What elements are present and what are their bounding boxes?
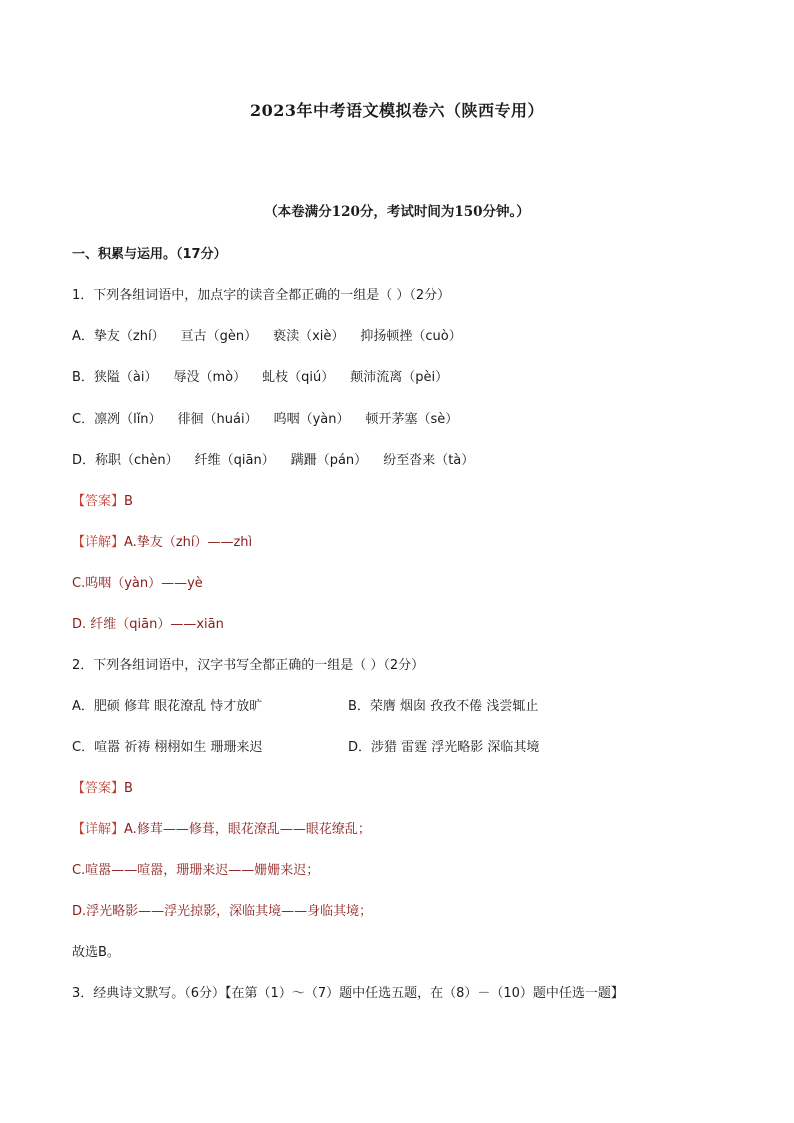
option-item: 顿开茅塞（sè） xyxy=(365,412,459,427)
option-item: 蹒跚（pán） xyxy=(290,453,368,468)
option-item: D．称职（chèn） xyxy=(72,453,179,468)
option-item: 辱没（mò） xyxy=(173,370,247,385)
question-2-stem: 2．下列各组词语中，汉字书写全都正确的一组是（ ）（2分） xyxy=(72,658,425,673)
q2-detail-1 xyxy=(72,821,371,839)
question-1-stem: 1．下列各组词语中，加点字的读音全都正确的一组是（ ）（2分） xyxy=(72,288,451,303)
q2-option-a: A．肥硕 修茸 眼花潦乱 恃才放旷 xyxy=(72,699,263,714)
q2-detail-3: D.浮光略影——浮光掠影，深临其境——身临其境； xyxy=(72,904,373,919)
detail-text: A.挚友（zhí）——zhì xyxy=(124,535,253,550)
section-heading: 一、积累与运用。（17分） xyxy=(72,247,227,262)
q2-options-row-2 xyxy=(72,739,722,757)
option-item: B．狭隘（ài） xyxy=(72,370,158,385)
q1-option-d xyxy=(72,452,490,470)
q2-option-d: D．涉猎 雷霆 浮光略影 深临其境 xyxy=(348,740,540,755)
option-item: 徘徊（huái） xyxy=(177,412,258,427)
option-item: 颠沛流离（pèi） xyxy=(350,370,449,385)
answer-label: 【答案】 xyxy=(72,494,125,509)
q2-option-c: C．喧嚣 祈祷 栩栩如生 珊珊来迟 xyxy=(72,740,263,755)
option-item: 纷至沓来（tà） xyxy=(383,453,475,468)
option-item: 呜咽（yàn） xyxy=(273,412,350,427)
option-item: 亘古（gèn） xyxy=(180,329,258,344)
q2-answer xyxy=(72,780,133,798)
detail-label: 【详解】 xyxy=(72,822,125,837)
option-item: 亵渎（xiè） xyxy=(273,329,345,344)
exam-info: （本卷满分120分，考试时间为150分钟。） xyxy=(264,204,530,220)
option-item: 纤维（qiān） xyxy=(194,453,275,468)
q1-option-a xyxy=(72,328,478,346)
answer-value: B xyxy=(124,494,133,509)
option-item: 虬枝（qiú） xyxy=(262,370,335,385)
page-title: 2023年中考语文模拟卷六（陕西专用） xyxy=(249,101,545,120)
q2-options-row-1 xyxy=(72,698,722,716)
q1-option-c xyxy=(72,411,474,429)
q1-answer xyxy=(72,493,133,511)
q1-detail-1 xyxy=(72,534,252,552)
option-item: C．凛冽（lǐn） xyxy=(72,412,162,427)
detail-label: 【详解】 xyxy=(72,535,125,550)
q2-conclusion: 故选B。 xyxy=(72,945,120,960)
answer-value: B xyxy=(124,781,133,796)
q1-detail-3: D. 纤维（qiān）——xiān xyxy=(72,617,224,632)
q2-detail-2: C.喧嚣——喧嚣，珊珊来迟——姗姗来迟； xyxy=(72,863,320,878)
q1-option-b xyxy=(72,369,464,387)
question-3-stem: 3．经典诗文默写。（6分）【在第（1）～（7）题中任选五题，在（8）－（10）题中任选一题】 xyxy=(72,986,624,1001)
detail-text: A.修茸——修葺，眼花潦乱——眼花缭乱； xyxy=(124,822,371,837)
option-item: 抑扬顿挫（cuò） xyxy=(360,329,462,344)
q2-option-b: B．荣膺 烟囱 孜孜不倦 浅尝辄止 xyxy=(348,699,539,714)
answer-label: 【答案】 xyxy=(72,781,125,796)
q1-detail-2: C.呜咽（yàn）——yè xyxy=(72,576,203,591)
option-item: A．挚友（zhí） xyxy=(72,329,165,344)
